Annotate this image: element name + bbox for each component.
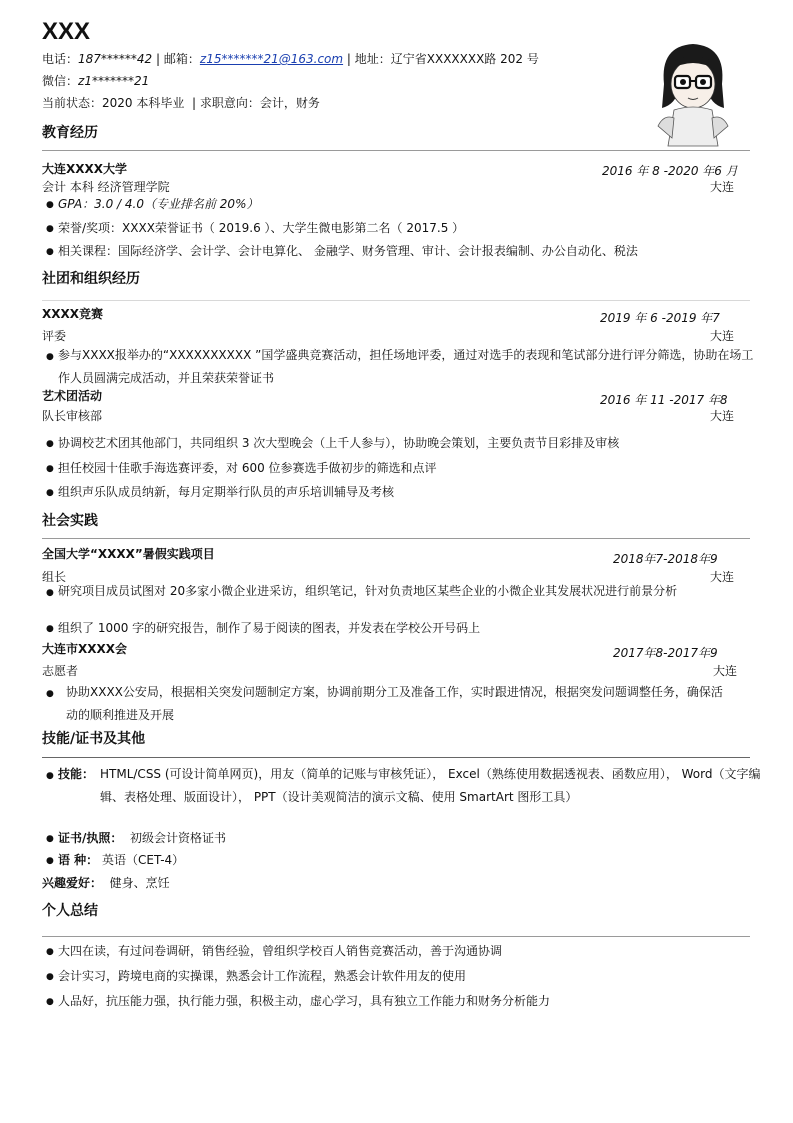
cert-item: ● 证书/执照： 初级会计资格证书 (46, 831, 227, 845)
education-date: 2016 年 8 -2020 年6 月 (602, 164, 738, 178)
skills-item: ● 技能： HTML/CSS (可设计简单网页)，用友（简单的记账与审核凭证）， Excel（熟练使用数据透视表、函数应用）， Word（文字编辑、表格处理、版面设计）， PPT（设计美观简洁的演示文稿、使用 SmartArt 图形工具） (46, 767, 761, 804)
list-item: ● 组织了 1000 字的研究报告，制作了易于阅读的图表，并发表在学校公开号码上 (46, 621, 481, 635)
phone-value: 187******42 (78, 52, 153, 66)
section-divider (42, 150, 750, 151)
practice-role: 志愿者 (42, 664, 79, 678)
status-line (42, 94, 320, 111)
wechat-label: 微信： (42, 74, 79, 88)
candidate-name: XXX (42, 18, 91, 45)
club-location: 大连 (710, 409, 735, 423)
school-name: 大连XXXX大学 (42, 162, 128, 176)
list-item: ● 担任校园十佳歌手海选赛评委，对 600 位参赛选手做初步的筛选和点评 (46, 461, 437, 475)
list-item: ● 协助XXXX公安局，根据相关突发问题制定方案，协调前期分工及准备工作，实时跟进情况，根据突发问题调整任务，确保活动的顺利推进及开展 (46, 685, 723, 722)
club-org: XXXX竞赛 (42, 307, 104, 321)
list-item: ● 研究项目成员试图对 20多家小微企业进采访，组织笔记，针对负责地区某些企业的小微企业其发展状况进行前景分析 (46, 584, 678, 598)
address-value: 辽宁省XXXXXXX路 202 号 (390, 52, 539, 66)
practice-org: 全国大学“XXXX”暑假实践项目 (42, 547, 215, 561)
section-title-education: 教育经历 (42, 125, 98, 141)
email-link[interactable]: z15*******21@163.com (199, 52, 344, 66)
section-title-clubs: 社团和组织经历 (42, 271, 140, 287)
club-location: 大连 (710, 329, 735, 343)
list-item: ● 组织声乐队成员纳新，每月定期举行队员的声乐培训辅导及考核 (46, 485, 395, 499)
club-org: 艺术团活动 (42, 389, 103, 403)
status-label: 当前状态： (42, 96, 103, 110)
section-divider (42, 757, 750, 758)
section-title-skills: 技能/证书及其他 (42, 731, 146, 747)
practice-date: 2018年7-2018年9 (613, 552, 718, 566)
club-role: 队长审核部 (42, 409, 103, 423)
practice-role: 组长 (42, 570, 67, 584)
separator: | 地址： (343, 52, 391, 66)
section-title-practice: 社会实践 (42, 513, 98, 529)
status-value: 2020 本科毕业 (102, 96, 185, 110)
list-item: ● 会计实习，跨境电商的实操课，熟悉会计工作流程，熟悉会计软件用友的使用 (46, 969, 467, 983)
practice-location: 大连 (710, 570, 735, 584)
wechat-value: z1*******21 (78, 74, 150, 88)
list-item: ● 大四在读，有过问卷调研，销售经验，曾组织学校百人销售竞赛活动，善于沟通协调 (46, 944, 503, 958)
separator: | 邮箱： (152, 52, 200, 66)
section-title-summary: 个人总结 (42, 903, 98, 919)
practice-date: 2017年8-2017年9 (613, 646, 718, 660)
club-date: 2019 年 6 -2019 年7 (600, 311, 720, 325)
language-item: ● 语 种： 英语（CET-4） (46, 853, 185, 867)
hobby-item: 兴趣爱好： 健身、烹饪 (42, 876, 170, 890)
list-item: ● 协调校艺术团其他部门，共同组织 3 次大型晚会（上千人参与），协助晚会策划，主要负责节目彩排及审核 (46, 436, 620, 450)
avatar (650, 38, 736, 148)
practice-location: 大连 (713, 664, 738, 678)
club-date: 2016 年 11 -2017 年8 (600, 393, 728, 407)
wechat-line (42, 72, 149, 89)
list-item: ● 相关课程：国际经济学、会计学、会计电算化、 金融学、财务管理、审计、会计报表编制、办公自动化、税法 (46, 244, 638, 258)
list-item: ● 参与XXXX报举办的“XXXXXXXXXX ”国学盛典竞赛活动，担任场地评委，通过对选手的表现和笔试部分进行评分筛选，协助在场工作人员圆满完成活动，并且荣获荣誉证书 (46, 348, 754, 385)
list-item: ● GPA：3.0 / 4.0（专业排名前 20%） (46, 197, 259, 211)
section-divider (42, 936, 750, 937)
phone-label: 电话： (42, 52, 79, 66)
list-item: ● 荣誉/奖项：XXXX荣誉证书（ 2019.6 ）、大学生微电影第二名（ 2017.5 ） (46, 221, 465, 235)
education-location: 大连 (710, 180, 735, 194)
list-item: ● 人品好，抗压能力强，执行能力强，积极主动，虚心学习，具有独立工作能力和财务分析能力 (46, 994, 551, 1008)
section-divider (42, 300, 750, 301)
section-divider (42, 538, 750, 539)
practice-org: 大连市XXXX会 (42, 642, 128, 656)
contact-line (42, 50, 539, 67)
major-info: 会计 本科 经济管理学院 (42, 180, 170, 194)
job-intent: | 求职意向：会计，财务 (192, 96, 320, 110)
club-role: 评委 (42, 329, 67, 343)
